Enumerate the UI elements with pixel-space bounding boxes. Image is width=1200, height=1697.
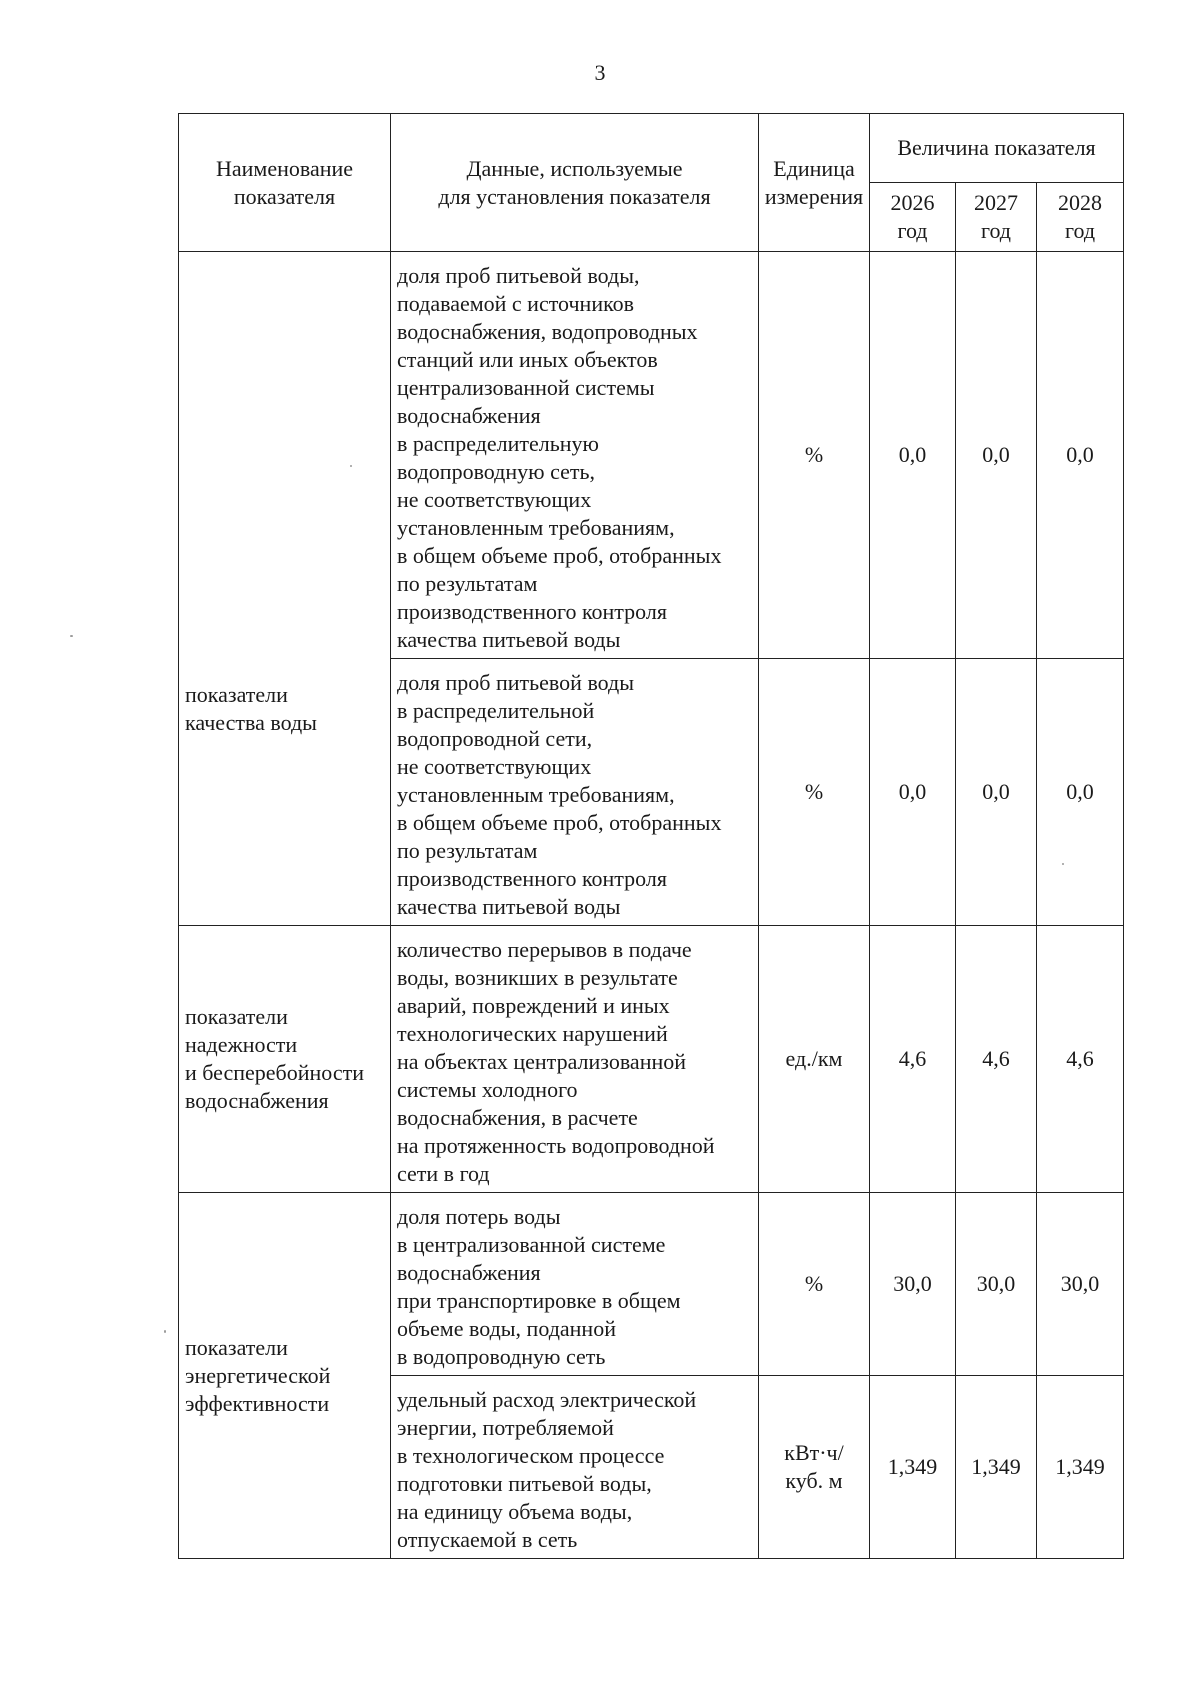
page-number: 3 <box>594 60 606 85</box>
group-name-line: эффективности <box>185 1390 330 1416</box>
header-year-2028 <box>1037 183 1124 252</box>
year-label: 2026 <box>890 190 935 215</box>
value-cell-2027: 0,0 <box>956 252 1037 659</box>
value-cell-2026: 4,6 <box>870 926 956 1193</box>
value-cell-2028: 0,0 <box>1037 252 1124 659</box>
value-cell-2027: 4,6 <box>956 926 1037 1193</box>
description-line: в общем объеме проб, отобранных <box>397 543 722 568</box>
description-line: в распределительную <box>397 431 599 456</box>
year-suffix: год <box>1064 218 1096 243</box>
value-cell-2028: 4,6 <box>1037 926 1124 1193</box>
description-line: при транспортировке в общем <box>397 1288 681 1313</box>
table-header <box>179 114 1124 252</box>
description-line: не соответствующих <box>397 754 592 779</box>
header-indicator-name <box>179 114 391 252</box>
group-name-line: надежности <box>185 1032 298 1057</box>
description-line: на протяженность водопроводной <box>397 1133 715 1158</box>
description-line: установленным требованиям, <box>397 515 675 540</box>
header-data-line: для установления показателя <box>438 183 711 209</box>
unit-cell: ед./км <box>759 926 870 1193</box>
description-cell <box>391 659 759 926</box>
table-row <box>179 252 1124 659</box>
description-line: подготовки питьевой воды, <box>397 1471 652 1496</box>
group-name-cell <box>179 926 391 1193</box>
value-cell-2027: 0,0 <box>956 659 1037 926</box>
description-line: в централизованной системе <box>397 1232 666 1257</box>
description-cell <box>391 1376 759 1559</box>
description-line: удельный расход электрической <box>397 1387 697 1412</box>
description-line: объеме воды, поданной <box>397 1316 616 1341</box>
description-line: водопроводной сети, <box>397 726 593 751</box>
description-line: водоснабжения <box>397 1260 541 1285</box>
description-line: отпускаемой в сеть <box>397 1527 578 1552</box>
unit-cell: % <box>759 1193 870 1376</box>
header-source-data <box>391 114 759 252</box>
description-line: не соответствующих <box>397 487 592 512</box>
header-unit-line: измерения <box>764 183 864 209</box>
description-line: водоснабжения, водопроводных <box>397 319 698 344</box>
description-line: производственного контроля <box>397 866 667 891</box>
group-name-line: водоснабжения <box>185 1088 329 1113</box>
unit-cell <box>759 1376 870 1559</box>
description-line: по результатам <box>397 571 538 596</box>
table-body <box>179 252 1124 1559</box>
year-suffix: год <box>980 218 1012 243</box>
value-cell-2026: 1,349 <box>870 1376 956 1559</box>
header-year-2027 <box>956 183 1037 252</box>
description-line: технологических нарушений <box>397 1021 668 1046</box>
unit-cell: % <box>759 659 870 926</box>
description-line: системы холодного <box>397 1077 578 1102</box>
description-line: на единицу объема воды, <box>397 1499 633 1524</box>
description-line: на объектах централизованной <box>397 1049 687 1074</box>
group-name-line: показатели <box>185 1334 288 1360</box>
value-cell-2027: 1,349 <box>956 1376 1037 1559</box>
description-line: качества питьевой воды <box>397 627 621 652</box>
year-suffix: год <box>897 218 928 243</box>
description-line: в водопроводную сеть <box>397 1344 606 1369</box>
value-cell-2028: 1,349 <box>1037 1376 1124 1559</box>
description-line: водоснабжения, в расчете <box>397 1105 638 1130</box>
header-unit-line: Единица <box>773 155 855 181</box>
value-cell-2027: 30,0 <box>956 1193 1037 1376</box>
group-name-cell <box>179 1193 391 1559</box>
description-cell <box>391 1193 759 1376</box>
group-name-cell <box>179 252 391 926</box>
year-label: 2028 <box>1058 190 1102 215</box>
header-year-2026 <box>870 183 956 252</box>
header-value-title: Величина показателя <box>870 114 1124 183</box>
group-name-line: показатели <box>185 681 288 707</box>
description-line: воды, возникших в результате <box>397 965 678 990</box>
value-cell-2026: 30,0 <box>870 1193 956 1376</box>
header-name-line: показателя <box>233 183 336 209</box>
value-cell-2028: 0,0 <box>1037 659 1124 926</box>
description-line: качества питьевой воды <box>397 894 621 919</box>
description-line: доля потерь воды <box>397 1204 561 1229</box>
header-unit <box>759 114 870 252</box>
description-line: в общем объеме проб, отобранных <box>397 810 722 835</box>
scan-speck <box>164 1330 166 1333</box>
description-line: в технологическом процессе <box>397 1443 665 1468</box>
unit-line: кВт·ч/ <box>784 1440 844 1465</box>
table-row <box>179 926 1124 1193</box>
description-line: сети в год <box>397 1161 490 1186</box>
scan-speck <box>70 635 73 637</box>
description-cell <box>391 252 759 659</box>
value-cell-2028: 30,0 <box>1037 1193 1124 1376</box>
description-line: доля проб питьевой воды, <box>397 263 640 288</box>
description-line: энергии, потребляемой <box>397 1415 614 1440</box>
table-row <box>179 1193 1124 1376</box>
group-name-line: и бесперебойности <box>185 1060 364 1085</box>
group-name-line: показатели <box>185 1004 288 1029</box>
description-line: количество перерывов в подаче <box>397 937 692 962</box>
description-line: водоснабжения <box>397 403 541 428</box>
group-name-line: качества воды <box>185 709 317 735</box>
description-line: аварий, повреждений и иных <box>397 993 670 1018</box>
description-line: по результатам <box>397 838 538 863</box>
description-line: централизованной системы <box>397 375 655 400</box>
group-name-line: энергетической <box>185 1362 331 1388</box>
indicators-table <box>178 113 1124 1559</box>
description-line: доля проб питьевой воды <box>397 670 635 695</box>
description-line: в распределительной <box>397 698 595 723</box>
description-line: установленным требованиям, <box>397 782 675 807</box>
year-label: 2027 <box>974 190 1018 215</box>
value-cell-2026: 0,0 <box>870 252 956 659</box>
unit-line: куб. м <box>785 1468 843 1493</box>
description-line: водопроводную сеть, <box>397 459 596 484</box>
description-line: подаваемой с источников <box>397 291 635 316</box>
description-line: производственного контроля <box>397 599 667 624</box>
unit-cell: % <box>759 252 870 659</box>
value-cell-2026: 0,0 <box>870 659 956 926</box>
header-name-line: Наименование <box>215 155 354 181</box>
description-line: станций или иных объектов <box>397 347 658 372</box>
scan-speck <box>1062 863 1064 865</box>
scan-speck <box>350 465 352 467</box>
header-data-line: Данные, используемые <box>466 155 683 181</box>
description-cell <box>391 926 759 1193</box>
